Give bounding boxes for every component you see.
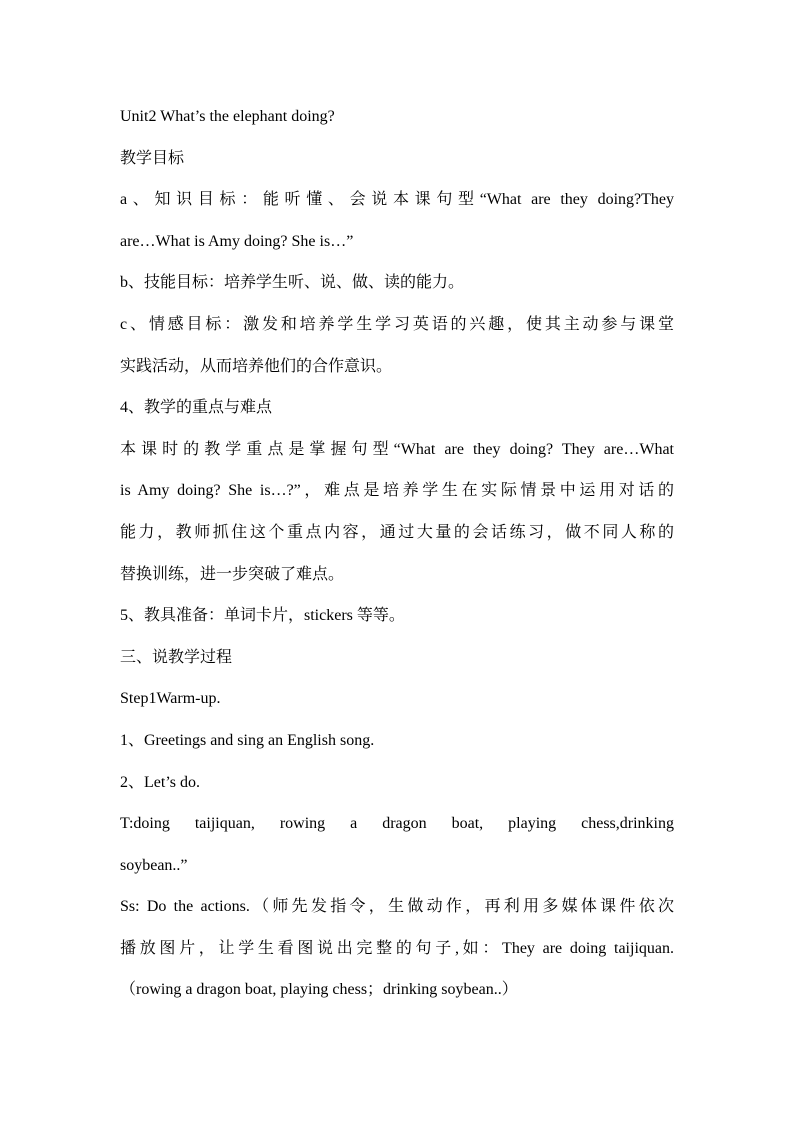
text-line: T:doing taijiquan, rowing a dragon boat, playing chess,drinking	[120, 815, 674, 833]
section-heading-teaching-aids: 5、教具准备：单词卡片，stickers 等等。	[120, 607, 405, 625]
text-line: b、技能目标：培养学生听、说、做、读的能力。	[120, 274, 465, 292]
step-heading: Step1Warm-up.	[120, 690, 221, 708]
text-line: Ss: Do the actions.（师先发指令，生做动作，再利用多媒体课件依次	[120, 898, 674, 916]
text-line: 实践活动，从而培养他们的合作意识。	[120, 357, 393, 375]
section-heading-teaching-process: 三、说教学过程	[120, 648, 233, 666]
text-line: 能力，教师抓住这个重点内容，通过大量的会话练习，做不同人称的	[120, 523, 674, 541]
section-heading-teaching-goals: 教学目标	[120, 149, 185, 167]
text-line: soybean..”	[120, 856, 188, 874]
text-line: are…What is Amy doing? She is…”	[120, 232, 354, 250]
text-line: （rowing a dragon boat, playing chess；drinking soybean..）	[120, 981, 518, 999]
document-page	[120, 96, 674, 1011]
text-line: 替换训练，进一步突破了难点。	[120, 565, 345, 583]
section-heading-key-points: 4、教学的重点与难点	[120, 399, 273, 417]
unit-title: Unit2 What’s the elephant doing?	[120, 108, 335, 125]
text-line: 本课时的教学重点是掌握句型“What are they doing? They are…What	[120, 440, 674, 458]
text-line: is Amy doing? She is…?”，难点是培养学生在实际情景中运用对话的	[120, 482, 674, 500]
text-line: c、情感目标：激发和培养学生学习英语的兴趣，使其主动参与课堂	[120, 315, 674, 333]
text-line: a、知识目标：能听懂、会说本课句型“What are they doing?They	[120, 191, 674, 209]
text-line: 1、Greetings and sing an English song.	[120, 731, 375, 749]
text-line: 播放图片，让学生看图说出完整的句子,如：They are doing taijiquan.	[120, 939, 674, 957]
text-line: 2、Let’s do.	[120, 773, 200, 791]
